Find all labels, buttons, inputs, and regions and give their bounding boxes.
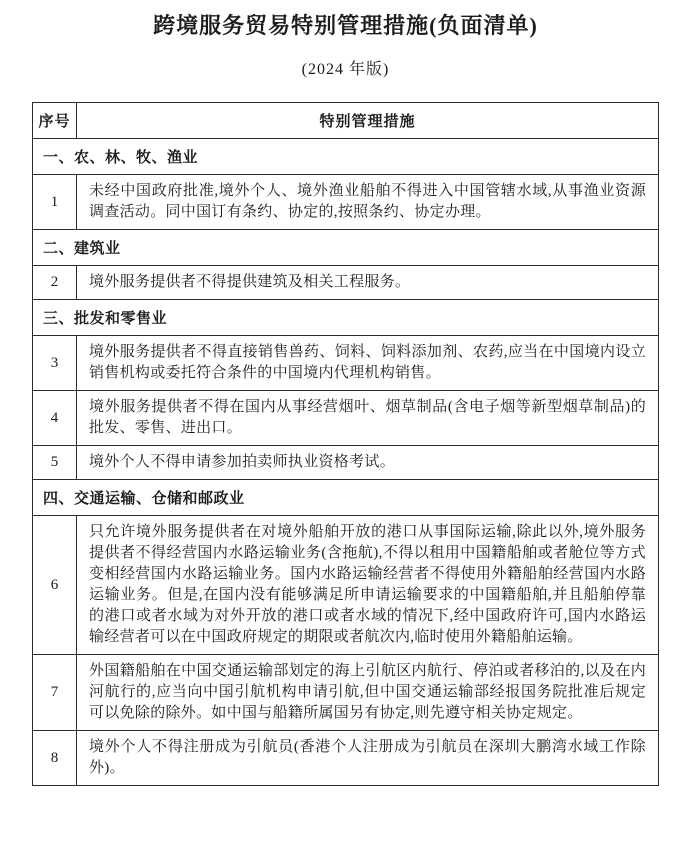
measure-row (33, 655, 659, 731)
section-row (33, 139, 659, 175)
measure-text: 只允许境外服务提供者在对境外船舶开放的港口从事国际运输,除此以外,境外服务提供者不得经营国内水路运输业务(含拖航),不得以租用中国籍船舶或者舱位等方式变相经营国内水路运输业务。国内水路运输经营者不得使用外籍船舶经营国内水路运输业务。但是,在国内没有能够满足所申请运输要求的中国籍船舶,并且船舶停靠的港口或者水域为对外开放的港口或者水域的情况下,经中国政府许可,国内水路运输经营者可以在中国政府规定的期限或者航次内,临时使用外籍船舶运输。 (77, 516, 659, 655)
measure-text: 未经中国政府批准,境外个人、境外渔业船舶不得进入中国管辖水域,从事渔业资源调查活动。同中国订有条约、协定的,按照条约、协定办理。 (77, 175, 659, 230)
page-title: 跨境服务贸易特别管理措施(负面清单) (153, 13, 538, 38)
measure-row (33, 266, 659, 300)
column-header-measure: 特别管理措施 (77, 103, 659, 139)
measure-row (33, 175, 659, 230)
measure-row (33, 391, 659, 446)
measure-row (33, 336, 659, 391)
row-index: 5 (33, 446, 77, 480)
measure-row (33, 516, 659, 655)
section-label: 三、批发和零售业 (33, 300, 659, 336)
row-index: 2 (33, 266, 77, 300)
measure-text: 境外服务提供者不得直接销售兽药、饲料、饲料添加剂、农药,应当在中国境内设立销售机构或委托符合条件的中国境内代理机构销售。 (77, 336, 659, 391)
measure-text: 境外服务提供者不得在国内从事经营烟叶、烟草制品(含电子烟等新型烟草制品)的批发、零售、进出口。 (77, 391, 659, 446)
row-index: 1 (33, 175, 77, 230)
section-row (33, 230, 659, 266)
section-row (33, 300, 659, 336)
row-index: 8 (33, 731, 77, 786)
measure-text: 境外个人不得申请参加拍卖师执业资格考试。 (77, 446, 659, 480)
section-label: 四、交通运输、仓储和邮政业 (33, 480, 659, 516)
section-label: 一、农、林、牧、渔业 (33, 139, 659, 175)
measures-table-body (33, 139, 659, 786)
column-header-index: 序号 (33, 103, 77, 139)
measure-text: 境外个人不得注册成为引航员(香港个人注册成为引航员在深圳大鹏湾水域工作除外)。 (77, 731, 659, 786)
row-index: 3 (33, 336, 77, 391)
measure-text: 外国籍船舶在中国交通运输部划定的海上引航区内航行、停泊或者移泊的,以及在内河航行的,应当向中国引航机构申请引航,但中国交通运输部经报国务院批准后规定可以免除的除外。如中国与船籍所属国另有协定,则先遵守相关协定规定。 (77, 655, 659, 731)
row-index: 7 (33, 655, 77, 731)
section-label: 二、建筑业 (33, 230, 659, 266)
measure-row (33, 731, 659, 786)
row-index: 4 (33, 391, 77, 446)
page-subtitle: (2024 年版) (301, 61, 390, 78)
measure-text: 境外服务提供者不得提供建筑及相关工程服务。 (77, 266, 659, 300)
row-index: 6 (33, 516, 77, 655)
table-header-row (33, 103, 659, 139)
measure-row (33, 446, 659, 480)
measures-table (32, 102, 659, 786)
section-row (33, 480, 659, 516)
